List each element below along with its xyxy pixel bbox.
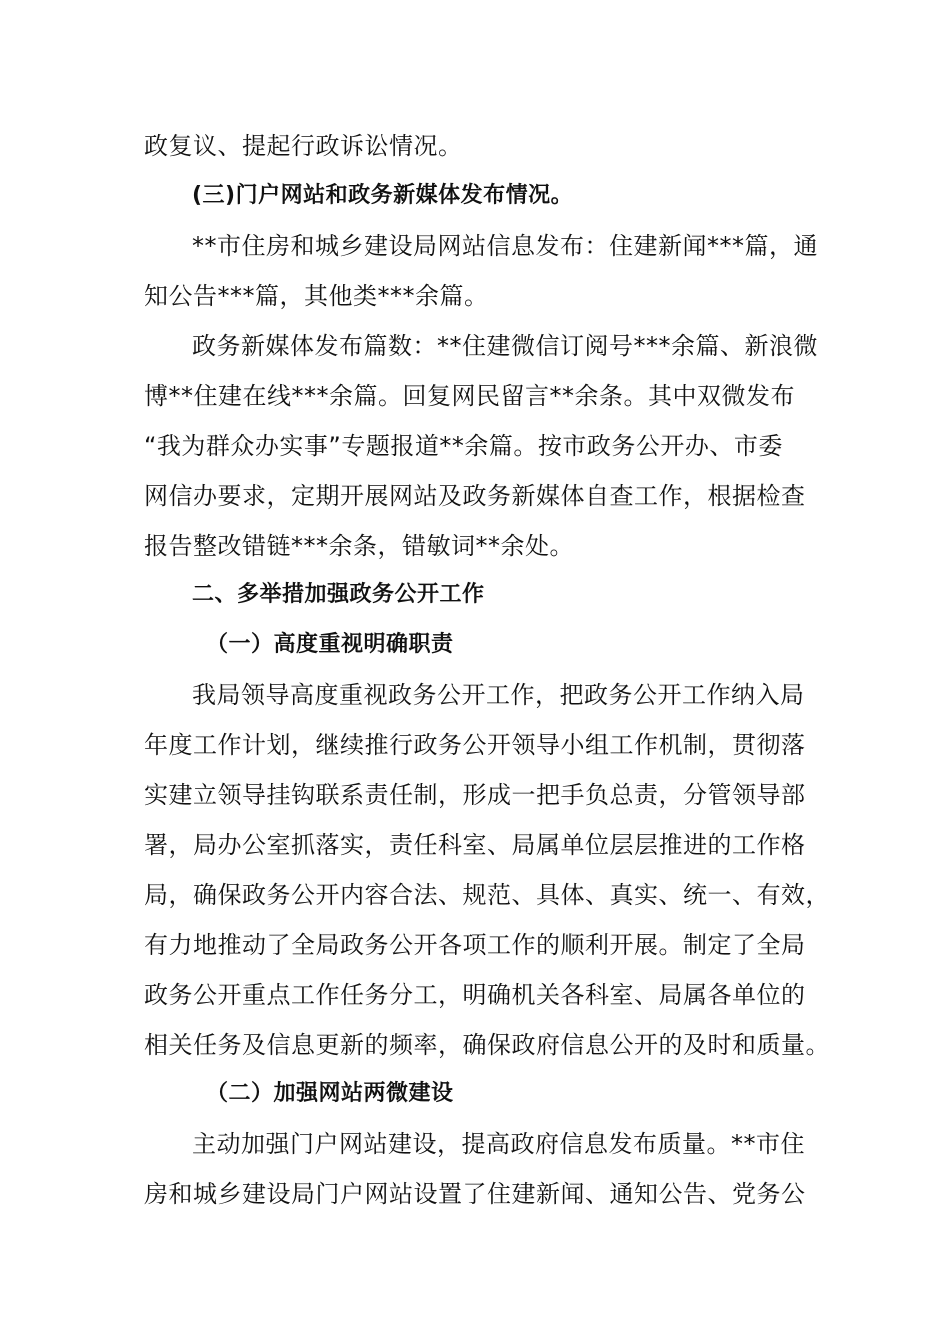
text-line: 报告整改错链***余条，错敏词**余处。 <box>144 532 574 560</box>
text-line: 署，局办公室抓落实，责任科室、局属单位层层推进的工作格 <box>144 831 806 859</box>
subsection-heading: （二）加强网站两微建设 <box>206 1081 454 1106</box>
text-line: **市住房和城乡建设局网站信息发布：住建新闻***篇，通 <box>192 232 818 260</box>
text-line: 局，确保政务公开内容合法、规范、具体、真实、统一、有效， <box>144 881 830 909</box>
text-line: 有力地推动了全局政务公开各项工作的顺利开展。制定了全局 <box>144 931 806 959</box>
section-heading: (三)门户网站和政务新媒体发布情况。 <box>192 183 574 208</box>
text-line: 实建立领导挂钩联系责任制，形成一把手负总责，分管领导部 <box>144 781 806 809</box>
text-line: 知公告***篇，其他类***余篇。 <box>144 282 489 310</box>
text-line: 政复议、提起行政诉讼情况。 <box>144 132 463 160</box>
text-line: 相关任务及信息更新的频率，确保政府信息公开的及时和质量。 <box>144 1031 830 1059</box>
section-heading: 二、多举措加强政务公开工作 <box>192 582 485 607</box>
subsection-heading: （一）高度重视明确职责 <box>206 632 454 657</box>
text-line: 政务公开重点工作任务分工，明确机关各科室、局属各单位的 <box>144 981 806 1009</box>
text-line: 博**住建在线***余篇。回复网民留言**余条。其中双微发布 <box>144 382 795 410</box>
text-line: 年度工作计划，继续推行政务公开领导小组工作机制，贯彻落 <box>144 731 806 759</box>
text-line: 主动加强门户网站建设，提高政府信息发布质量。**市住 <box>192 1130 805 1158</box>
text-line: 我局领导高度重视政务公开工作，把政务公开工作纳入局 <box>192 681 805 709</box>
text-line: 房和城乡建设局门户网站设置了住建新闻、通知公告、党务公 <box>144 1180 806 1208</box>
text-line: 政务新媒体发布篇数：**住建微信订阅号***余篇、新浪微 <box>192 332 818 360</box>
text-line: “我为群众办实事”专题报道**余篇。按市政务公开办、市委 <box>144 432 783 460</box>
text-line: 网信办要求，定期开展网站及政务新媒体自查工作，根据检查 <box>144 482 806 510</box>
